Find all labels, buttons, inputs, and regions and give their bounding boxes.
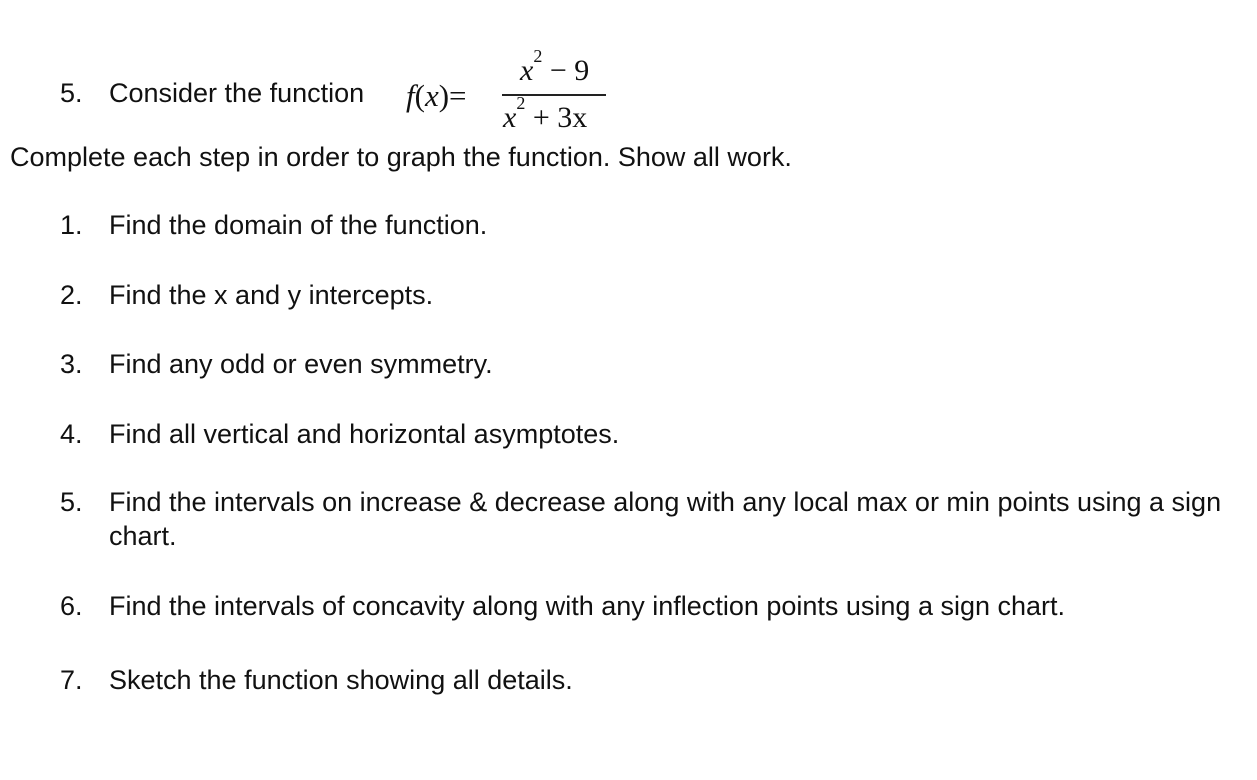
step-number: 6. xyxy=(60,591,83,621)
function-formula xyxy=(406,46,616,143)
step-text: Sketch the function showing all details. xyxy=(109,665,573,695)
step-text: Find the domain of the function. xyxy=(109,210,488,240)
step-text: Find the intervals of concavity along with any inflection points using a sign chart. xyxy=(109,591,1066,621)
instructions: Complete each step in order to graph the function. Show all work. xyxy=(10,142,792,172)
problem-number: 5. xyxy=(60,78,83,108)
function-label: f(x)= xyxy=(406,78,467,113)
step-number: 4. xyxy=(60,419,83,449)
step-number: 5. xyxy=(60,487,83,517)
denominator-rest: + 3x xyxy=(525,101,588,134)
function-fraction xyxy=(502,46,612,143)
fraction-numerator xyxy=(520,46,590,88)
problem-prompt: Consider the function xyxy=(109,78,365,108)
step-text: Find any odd or even symmetry. xyxy=(109,349,493,379)
fraction-denominator xyxy=(503,93,588,135)
denominator-exponent: 2 xyxy=(516,93,526,113)
denominator-variable: x xyxy=(503,101,517,134)
step-text: Find all vertical and horizontal asymptotes. xyxy=(109,419,620,449)
numerator-rest: − 9 xyxy=(542,54,590,87)
step-text: Find the x and y intercepts. xyxy=(109,280,434,310)
function-name: f xyxy=(406,78,415,113)
equals-sign: = xyxy=(449,78,467,113)
step-number: 3. xyxy=(60,349,83,379)
function-variable: x xyxy=(424,78,439,113)
step-text: Find the intervals on increase & decrease along with any local max or min points using a sign chart. xyxy=(109,487,1222,551)
numerator-exponent: 2 xyxy=(533,46,543,66)
step-number: 1. xyxy=(60,210,83,240)
step-number: 2. xyxy=(60,280,83,310)
step-number: 7. xyxy=(60,665,83,695)
numerator-variable: x xyxy=(520,54,534,87)
